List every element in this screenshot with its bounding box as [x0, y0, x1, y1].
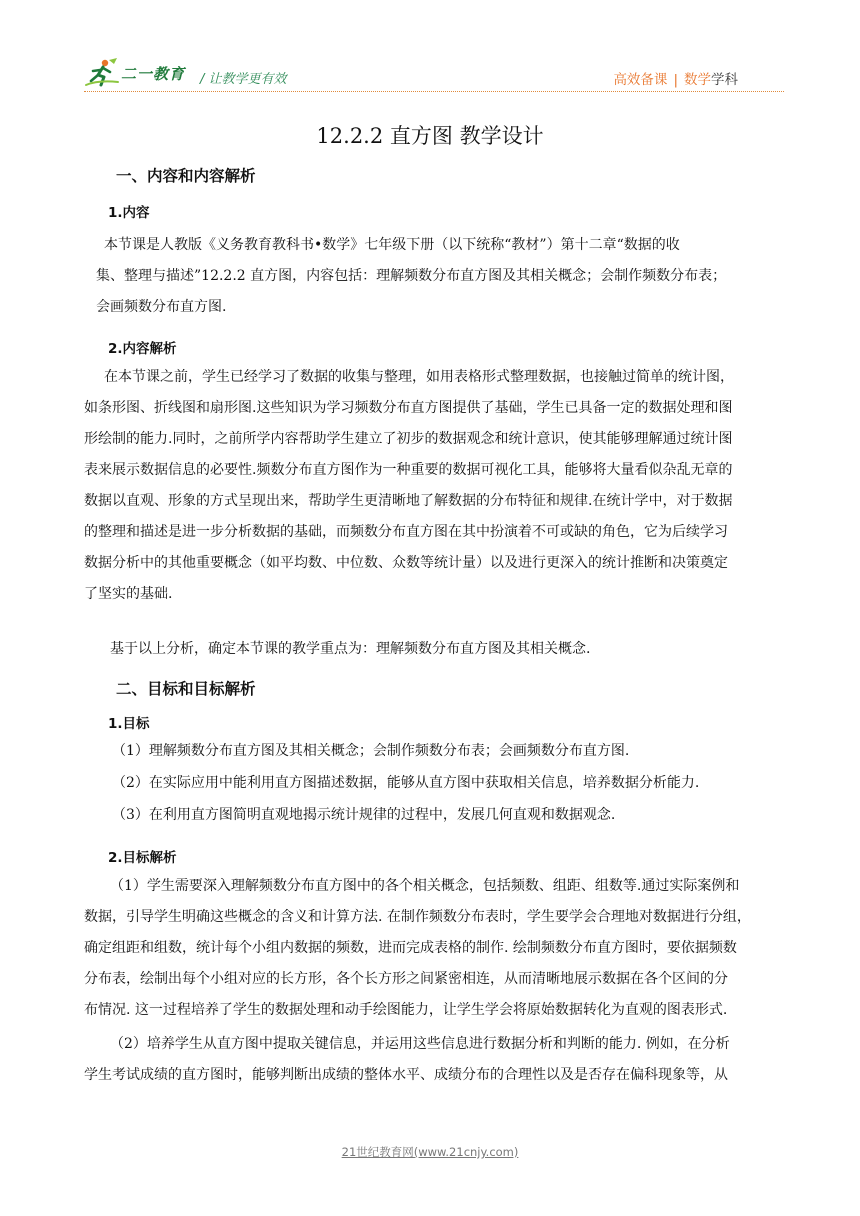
section1-content-paragraph [84, 230, 782, 323]
header-right-part1: 高效备课 [613, 72, 668, 88]
section1-analysis-paragraph [84, 362, 782, 610]
paragraph-line: 分布表，绘制出每个小组对应的长方形，各个长方形之间紧密相连，从而清晰地展示数据在各个区间的分 [84, 971, 728, 987]
paragraph-line: 了坚实的基础. [84, 586, 173, 602]
section2-sub1-heading: 1.目标 [108, 716, 150, 732]
goal-item: （1）理解频数分布直方图及其相关概念；会制作频数分布表；会画频数分布直方图. [112, 743, 630, 759]
running-figure-icon [84, 58, 120, 88]
logo-text: 二一教育 [121, 65, 186, 83]
goal-item: （2）在实际应用中能利用直方图描述数据，能够从直方图中获取相关信息，培养数据分析能力. [112, 775, 700, 791]
paragraph-line: 学生考试成绩的直方图时，能够判断出成绩的整体水平、成绩分布的合理性以及是否存在偏科现象等，从 [84, 1067, 728, 1083]
header-divider [84, 91, 784, 92]
paragraph-line: 本节课是人教版《义务教育教科书•数学》七年级下册（以下统称“教材”）第十二章“数据的收 [104, 237, 680, 253]
header-slogan: / 让教学更有效 [200, 72, 287, 87]
goal-analysis-paragraph-2 [84, 1029, 782, 1091]
paragraph-line: 基于以上分析，确定本节课的教学重点为：理解频数分布直方图及其相关概念. [110, 641, 591, 657]
page-header [84, 58, 784, 94]
paragraph-line: 布情况. 这一过程培养了学生的数据处理和动手绘图能力，让学生学会将原始数据转化为直观的图表形式. [84, 1002, 728, 1018]
header-right-part3: 学科 [711, 72, 738, 88]
document-title: 12.2.2 直方图 教学设计 [316, 124, 544, 148]
paragraph-line: 的整理和描述是进一步分析数据的基础，而频数分布直方图在其中扮演着不可或缺的角色，它为后续学习 [84, 524, 728, 540]
header-separator: | [673, 72, 678, 88]
paragraph-line: 数据以直观、形象的方式呈现出来，帮助学生更清晰地了解数据的分布特征和规律.在统计学中，对于数据 [84, 493, 733, 509]
paragraph-line: 会画频数分布直方图. [96, 299, 227, 315]
paragraph-line: （1）学生需要深入理解频数分布直方图中的各个相关概念，包括频数、组距、组数等.通过实际案例和 [110, 878, 740, 894]
section2-sub2-heading: 2.目标解析 [108, 850, 177, 866]
section2-heading: 二、目标和目标解析 [116, 680, 256, 698]
section1-heading: 一、内容和内容解析 [116, 167, 256, 185]
paragraph-line: 集、整理与描述”12.2.2 直方图，内容包括：理解频数分布直方图及其相关概念；会制作频数分布表； [96, 268, 727, 284]
header-subject-label [613, 68, 738, 88]
footer-link[interactable]: 21世纪教育网(www.21cnjy.com) [341, 1145, 519, 1159]
paragraph-line: （2）培养学生从直方图中提取关键信息，并运用这些信息进行数据分析和判断的能力. 例如，在分析 [110, 1036, 730, 1052]
paragraph-line: 形绘制的能力.同时，之前所学内容帮助学生建立了初步的数据观念和统计意识，使其能够理解通过统计图 [84, 431, 733, 447]
paragraph-line: 数据分析中的其他重要概念（如平均数、中位数、众数等统计量）以及进行更深入的统计推断和决策奠定 [84, 555, 728, 571]
paragraph-line: 在本节课之前，学生已经学习了数据的收集与整理，如用表格形式整理数据，也接触过简单的统计图， [104, 369, 734, 385]
goal-analysis-paragraph-1 [84, 871, 782, 1026]
section1-conclusion [84, 634, 782, 665]
logo [84, 58, 194, 88]
paragraph-line: 表来展示数据信息的必要性.频数分布直方图作为一种重要的数据可视化工具，能够将大量看似杂乱无章的 [84, 462, 733, 478]
paragraph-line: 确定组距和组数，统计每个小组内数据的频数，进而完成表格的制作. 绘制频数分布直方图时，要依据频数 [84, 940, 737, 956]
paragraph-line: 数据，引导学生明确这些概念的含义和计算方法. 在制作频数分布表时，学生要学会合理地对数据进行分组， [84, 909, 751, 925]
goal-item: （3）在利用直方图简明直观地揭示统计规律的过程中，发展几何直观和数据观念. [112, 807, 616, 823]
section1-sub2-heading: 2.内容解析 [108, 341, 177, 357]
paragraph-line: 如条形图、折线图和扇形图.这些知识为学习频数分布直方图提供了基础，学生已具备一定的数据处理和图 [84, 400, 733, 416]
section1-sub1-heading: 1.内容 [108, 205, 150, 221]
header-right-part2: 数学 [684, 72, 711, 88]
